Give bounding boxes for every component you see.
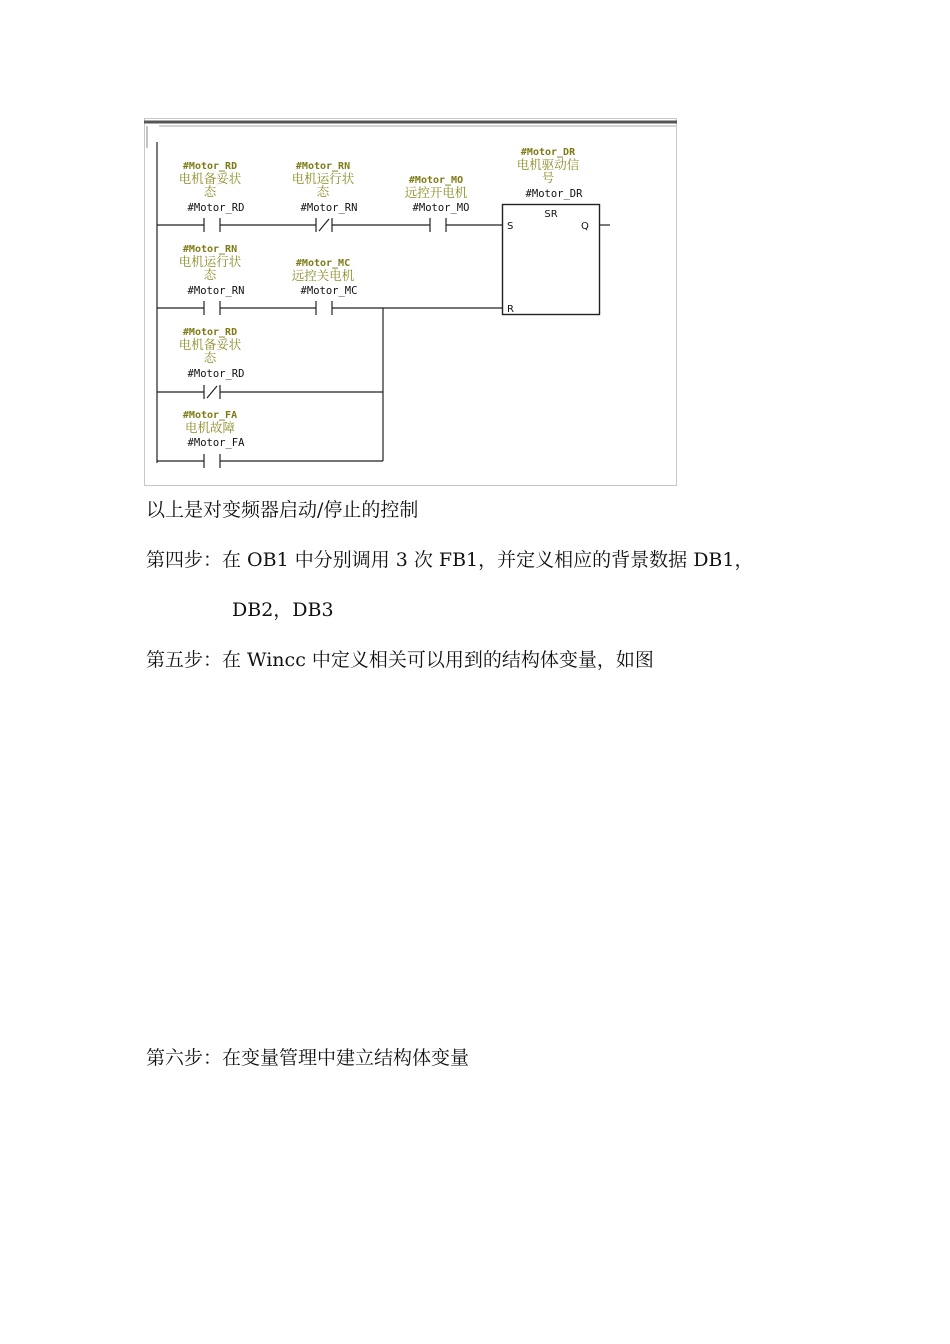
ladder-diagram-svg	[144, 118, 677, 486]
r2c1-operand: #Motor_RN	[187, 285, 245, 297]
r1c1-operand: #Motor_RD	[187, 202, 245, 214]
r1c3-comment-line1: 远控开电机	[404, 185, 468, 200]
r2c1-comment-line1: 电机运行状	[178, 254, 242, 269]
ladder-diagram	[144, 118, 677, 486]
r2c2-comment-line1: 远控关电机	[291, 268, 355, 283]
r1c1-comment-line2: 态	[203, 184, 217, 199]
sr-block-type: SR	[544, 209, 558, 220]
coil-symbol: #Motor_DR	[520, 147, 576, 158]
r2c1-comment-line2: 态	[203, 267, 217, 282]
r3c1-comment-line2: 态	[203, 350, 217, 365]
r1c2-operand: #Motor_RN	[300, 202, 358, 214]
r3c1-comment-line1: 电机备妥状	[178, 337, 242, 352]
r4c1-comment-line1: 电机故障	[184, 420, 236, 435]
sr-pin-r: R	[507, 304, 514, 315]
r2c1-symbol: #Motor_RN	[182, 244, 238, 255]
diagram-caption: 以上是对变频器启动/停止的控制	[146, 499, 419, 521]
r1c2-symbol: #Motor_RN	[295, 161, 351, 172]
r1c3-symbol: #Motor_MO	[408, 175, 464, 186]
step-4-text: 第四步：在 OB1 中分别调用 3 次 FB1，并定义相应的背景数据 DB1，	[146, 549, 754, 571]
r2c2-symbol: #Motor_MC	[295, 258, 351, 269]
step-4-continuation: DB2，DB3	[232, 599, 334, 621]
r1c2-comment-line2: 态	[316, 184, 330, 199]
sr-pin-s: S	[507, 221, 514, 232]
sr-pin-q: Q	[581, 221, 589, 232]
r4c1-operand: #Motor_FA	[187, 437, 245, 449]
r3c1-symbol: #Motor_RD	[182, 327, 238, 338]
r3c1-operand: #Motor_RD	[187, 368, 245, 380]
step-5-text: 第五步：在 Wincc 中定义相关可以用到的结构体变量，如图	[146, 649, 654, 671]
r1c2-comment-line1: 电机运行状	[291, 171, 355, 186]
r1c3-operand: #Motor_MO	[412, 202, 470, 214]
step-6-text: 第六步：在变量管理中建立结构体变量	[146, 1047, 470, 1069]
r1c1-comment-line1: 电机备妥状	[178, 171, 242, 186]
r1c1-symbol: #Motor_RD	[182, 161, 238, 172]
r4c1-symbol: #Motor_FA	[182, 410, 238, 421]
r2c2-operand: #Motor_MC	[300, 285, 358, 297]
coil-operand: #Motor_DR	[525, 188, 583, 200]
coil-comment-line1: 电机驱动信	[516, 157, 580, 172]
coil-comment-line2: 号	[541, 170, 555, 185]
